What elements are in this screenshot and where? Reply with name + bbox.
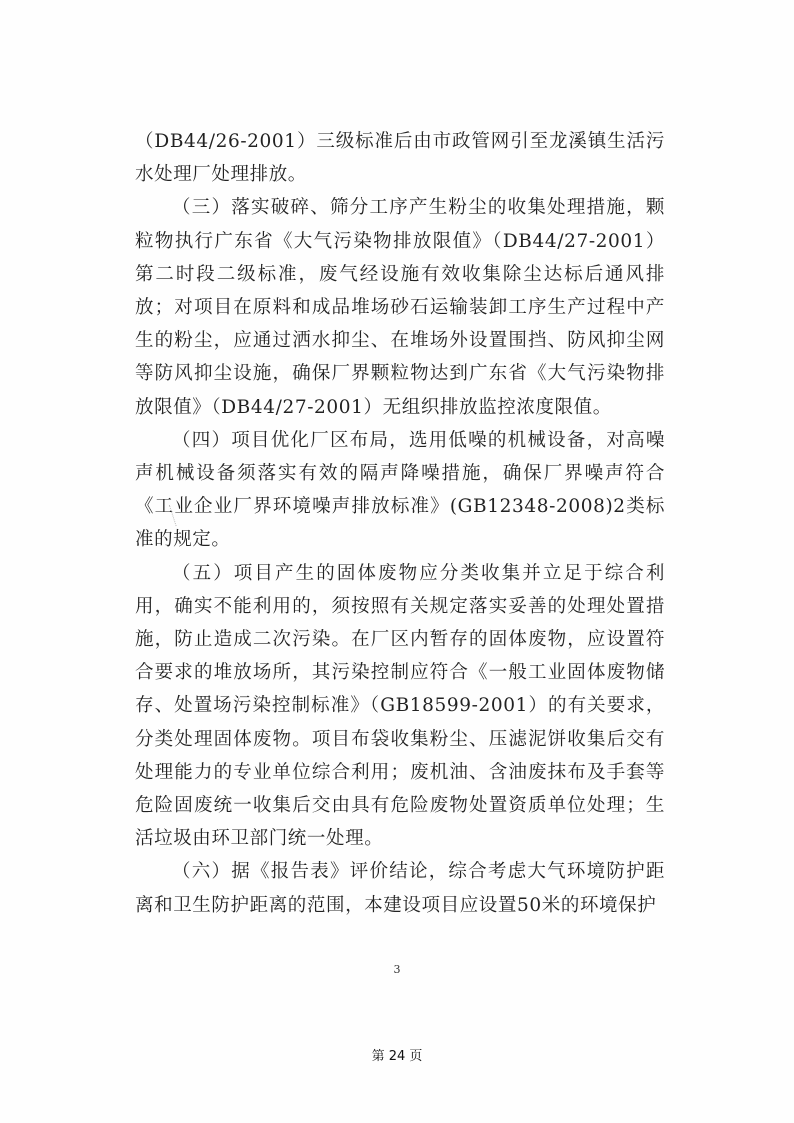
paragraph-dust-control: （三）落实破碎、筛分工序产生粉尘的收集处理措施，颗粒物执行广东省《大气污染物排放限值》（DB44/27-2001）第二时段二级标准，废气经设施有效收集除尘达标后通风排放；对项目在原料和成品堆场砂石运输装卸工序生产过程中产生的粉尘，应通过洒水抑尘、在堆场外设置围挡、防风抑尘网等防风抑尘设施，确保厂界颗粒物达到广东省《大气污染物排放限值》（DB44/27-2001）无组织排放监控浓度限值。 (135, 197, 665, 418)
footer-page-label: 第 24 页 (371, 1049, 423, 1064)
paragraph-protection-distance: （六）据《报告表》评价结论，综合考虑大气环境防护距离和卫生防护距离的范围，本建设项目应设置50米的环境保护 (135, 861, 665, 916)
page-number: 3 (393, 963, 401, 976)
paragraph-noise-control: （四）项目优化厂区布局，选用低噪的机械设备，对高噪声机械设备须落实有效的隔声降噪措施，确保厂界噪声符合《工业企业厂界环境噪声排放标准》(GB12348-2008)2类标准的规定。 (135, 429, 665, 551)
document-body (135, 125, 665, 922)
paragraph-solid-waste: （五）项目产生的固体废物应分类收集并立足于综合利用，确实不能利用的，须按照有关规定落实妥善的处理处置措施，防止造成二次污染。在厂区内暂存的固体废物，应设置符合要求的堆放场所，其污染控制应符合《一般工业固体废物储存、处置场污染控制标准》（GB18599-2001）的有关要求，分类处理固体废物。项目布袋收集粉尘、压滤泥饼收集后交有处理能力的专业单位综合利用；废机油、含油废抹布及手套等危险固废统一收集后交由具有危险废物处置资质单位处理；生活垃圾由环卫部门统一处理。 (135, 562, 665, 850)
paragraph-continuation: （DB44/26-2001）三级标准后由市政管网引至龙溪镇生活污水处理厂处理排放。 (135, 131, 665, 186)
